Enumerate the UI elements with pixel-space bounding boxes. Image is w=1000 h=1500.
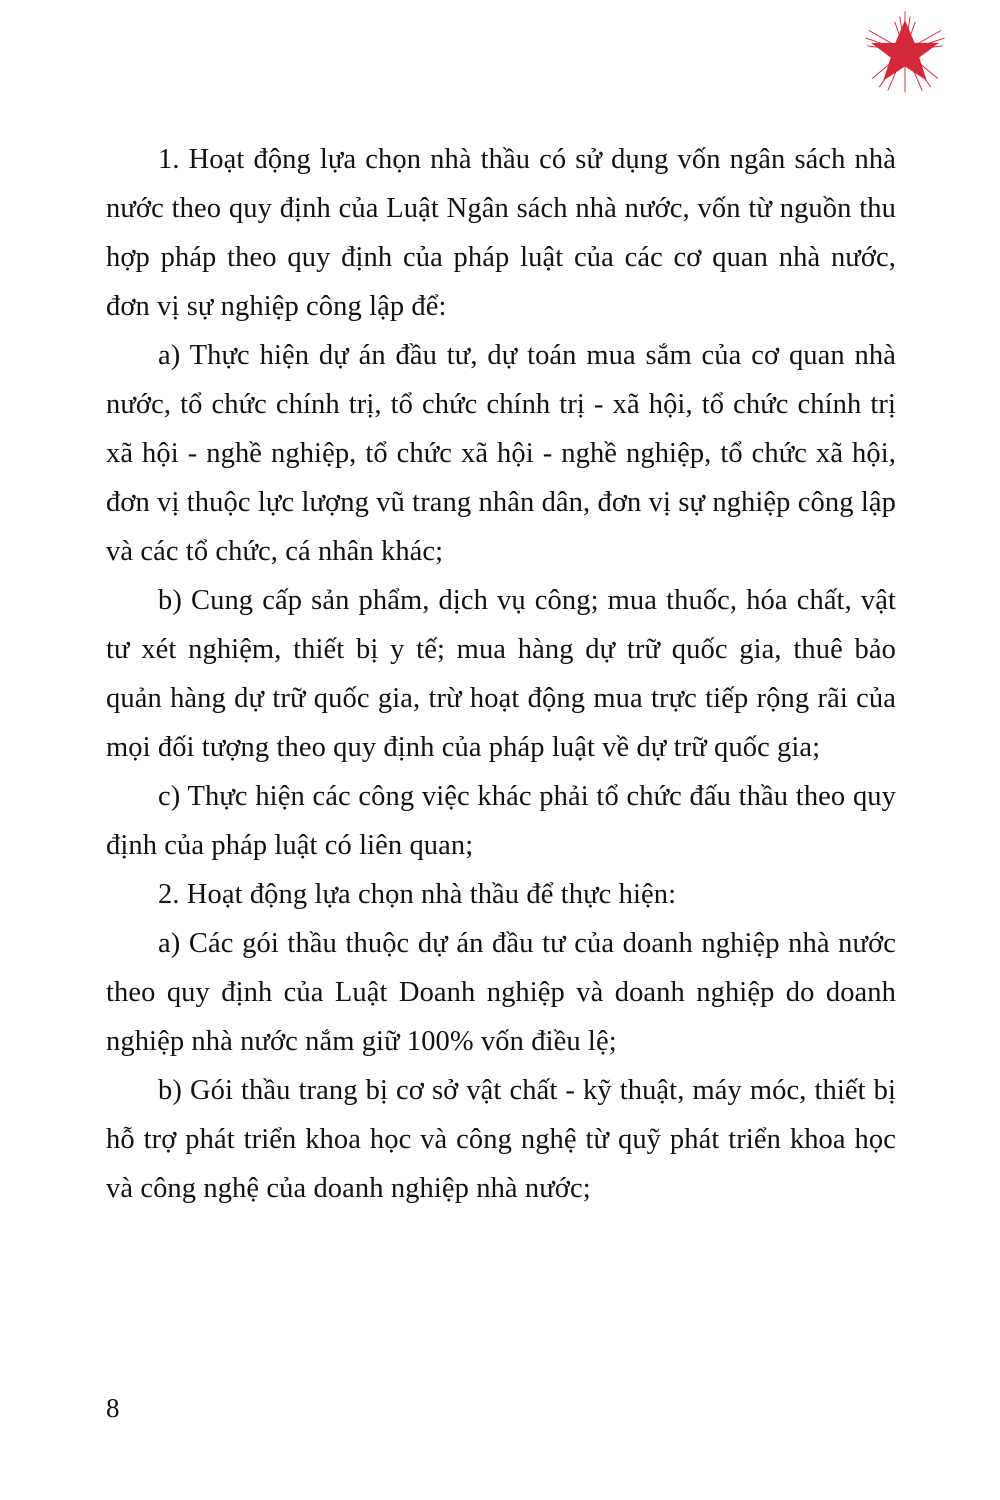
paragraph-1: 1. Hoạt động lựa chọn nhà thầu có sử dụng vốn ngân sách nhà nước theo quy định của Luật Ngân sách nhà nước, vốn từ nguồn thu hợp pháp theo quy định của pháp luật của các cơ quan nhà nước, đơn vị sự nghiệp công lập để:: [106, 144, 896, 322]
page-number: 8: [106, 1393, 120, 1423]
paragraph-7: b) Gói thầu trang bị cơ sở vật chất - kỹ thuật, máy móc, thiết bị hỗ trợ phát triển khoa học và công nghệ từ quỹ phát triển khoa học và công nghệ của doanh nghiệp nhà nước;: [106, 1075, 896, 1204]
star-emblem-icon: [862, 8, 948, 94]
paragraph-4: c) Thực hiện các công việc khác phải tổ chức đấu thầu theo quy định của pháp luật có liên quan;: [106, 781, 896, 861]
paragraph-2: a) Thực hiện dự án đầu tư, dự toán mua sắm của cơ quan nhà nước, tổ chức chính trị, tổ chức chính trị - xã hội, tổ chức chính trị xã hội - nghề nghiệp, tổ chức xã hội - nghề nghiệp, tổ chức xã hội, đơn vị thuộc lực lượng vũ trang nhân dân, đơn vị sự nghiệp công lập và các tổ chức, cá nhân khác;: [106, 340, 896, 567]
body-text: [106, 135, 896, 1213]
paragraph-6: a) Các gói thầu thuộc dự án đầu tư của doanh nghiệp nhà nước theo quy định của Luật Doanh nghiệp và doanh nghiệp do doanh nghiệp nhà nước nắm giữ 100% vốn điều lệ;: [106, 928, 896, 1057]
paragraph-3: b) Cung cấp sản phẩm, dịch vụ công; mua thuốc, hóa chất, vật tư xét nghiệm, thiết bị y tế; mua hàng dự trữ quốc gia, thuê bảo quản hàng dự trữ quốc gia, trừ hoạt động mua trực tiếp rộng rãi của mọi đối tượng theo quy định của pháp luật về dự trữ quốc gia;: [106, 585, 896, 763]
paragraph-5: 2. Hoạt động lựa chọn nhà thầu để thực hiện:: [158, 879, 677, 910]
